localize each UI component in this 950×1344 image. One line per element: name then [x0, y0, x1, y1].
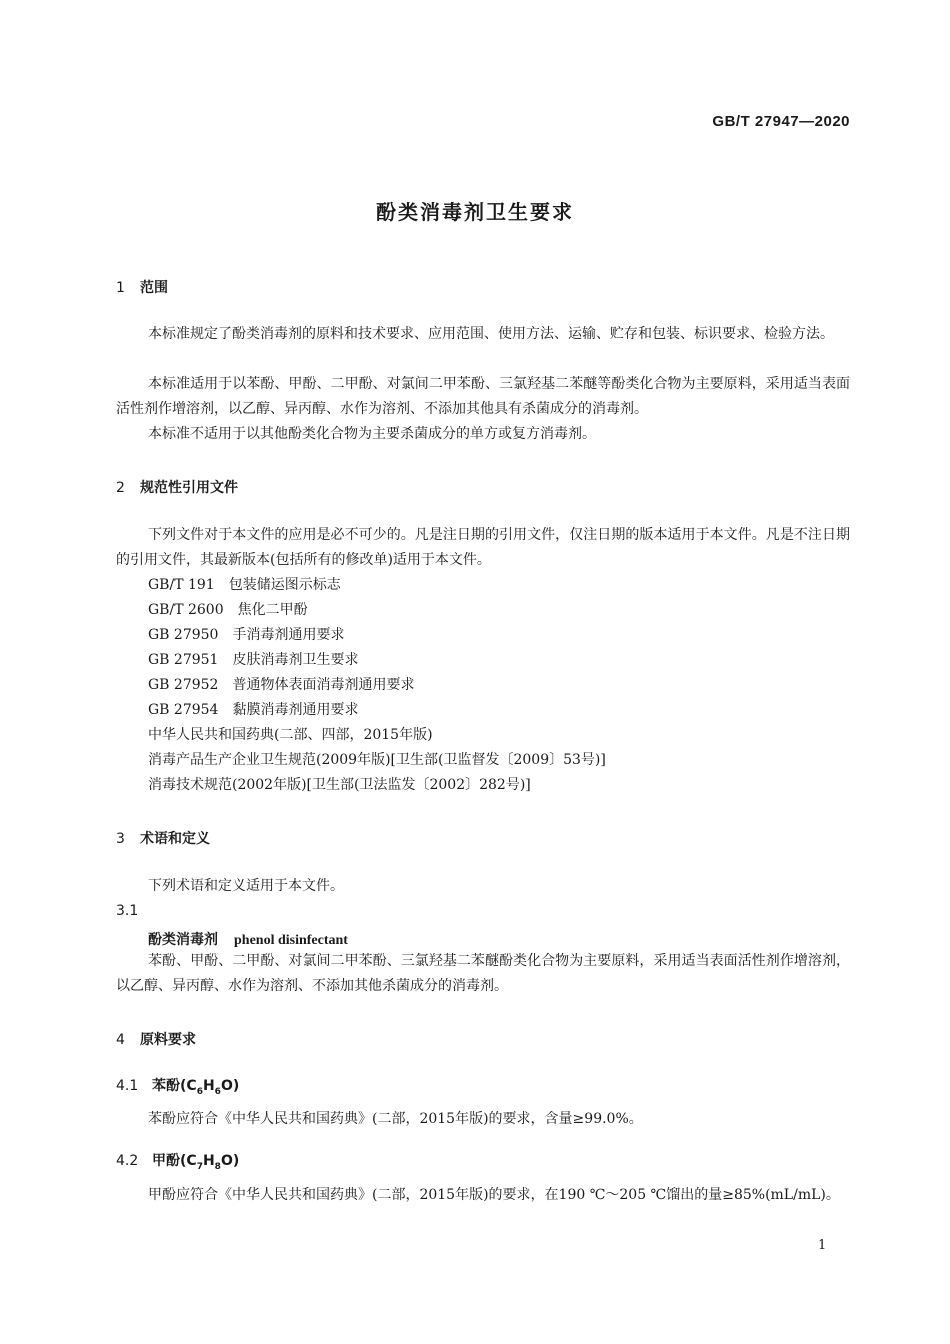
section-title: 原料要求: [140, 1032, 196, 1048]
section-title: 规范性引用文件: [140, 480, 238, 496]
reference-title: 普通物体表面消毒剂通用要求: [232, 677, 415, 693]
formula-prefix: 甲酚(C: [152, 1153, 197, 1169]
section-number: 4.1: [116, 1078, 139, 1094]
terms-intro: 下列术语和定义适用于本文件。: [148, 878, 344, 894]
section-title: 范围: [140, 280, 168, 296]
reference-title: 皮肤消毒剂卫生要求: [232, 652, 359, 668]
formula-subscript: 8: [214, 1161, 221, 1172]
term-name-zh: 酚类消毒剂: [148, 932, 218, 948]
formula-subscript: 7: [196, 1161, 203, 1172]
reference-title: 黏膜消毒剂通用要求: [232, 702, 359, 718]
references-intro: 下列文件对于本文件的应用是必不可少的。凡是注日期的引用文件，仅注日期的版本适用于本文件。凡是不注日期的引用文件，其最新版本(包括所有的修改单)适用于本文件。: [116, 527, 850, 568]
section-3-heading: [116, 828, 210, 848]
scope-paragraph-1: 本标准规定了酚类消毒剂的原料和技术要求、应用范围、使用方法、运输、贮存和包装、标识要求、检验方法。: [148, 326, 834, 342]
page-number: 1: [818, 1238, 827, 1253]
reference-item: [148, 648, 358, 673]
reference-code: GB/T 191: [148, 577, 215, 593]
reference-title: 包装储运图示标志: [228, 577, 341, 593]
scope-paragraph-3: 本标准不适用于以其他酚类化合物为主要杀菌成分的单方或复方消毒剂。: [148, 426, 596, 442]
reference-item: [148, 698, 358, 723]
reference-item: [148, 623, 344, 648]
section-number: 4.2: [116, 1153, 139, 1169]
reference-extra: 中华人民共和国药典(二部、四部，2015年版): [148, 727, 433, 743]
section-number: 4: [116, 1032, 125, 1048]
section-1-heading: [116, 277, 168, 297]
reference-item: [148, 598, 308, 623]
section-2-heading: [116, 477, 238, 497]
section-number: 3: [116, 831, 125, 847]
formula-suffix: O): [220, 1078, 240, 1094]
term-definition: 苯酚、甲酚、二甲酚、对氯间二甲苯酚、三氯羟基二苯醚酚类化合物为主要原料，采用适当表面活性剂作增溶剂，以乙醇、异丙醇、水作为溶剂、不添加其他杀菌成分的消毒剂。: [116, 953, 850, 994]
reference-title: 焦化二甲酚: [237, 602, 308, 618]
section-number: 1: [116, 280, 125, 296]
term-name: [148, 929, 348, 949]
document-title: 酚类消毒剂卫生要求: [376, 200, 574, 224]
section-4-2-heading: [116, 1150, 239, 1172]
section-title: 术语和定义: [140, 831, 210, 847]
reference-code: GB/T 2600: [148, 602, 224, 618]
formula-suffix: O): [220, 1153, 240, 1169]
scope-paragraph-2: 本标准适用于以苯酚、甲酚、二甲酚、对氯间二甲苯酚、三氯羟基二苯醚等酚类化合物为主要原料，采用适当表面活性剂作增溶剂，以乙醇、异丙醇、水作为溶剂、不添加其他具有杀菌成分的消毒剂。: [116, 376, 850, 417]
reference-extra: 消毒技术规范(2002年版)[卫生部(卫法监发〔2002〕282号)]: [148, 777, 531, 793]
term-name-en: phenol disinfectant: [234, 933, 348, 948]
reference-title: 手消毒剂通用要求: [232, 627, 345, 643]
formula-subscript: 6: [196, 1086, 203, 1097]
formula-subscript: 6: [214, 1086, 221, 1097]
reference-item: [148, 673, 414, 698]
section-4-1-heading: [116, 1075, 239, 1097]
cresol-requirement: 甲酚应符合《中华人民共和国药典》(二部，2015年版)的要求，在190 ℃～205 ℃馏出的量≥85%(mL/mL)。: [148, 1187, 840, 1203]
reference-extra: 消毒产品生产企业卫生规范(2009年版)[卫生部(卫监督发〔2009〕53号)]: [148, 752, 606, 768]
reference-code: GB 27954: [148, 702, 219, 718]
term-number: 3.1: [116, 903, 139, 919]
reference-code: GB 27952: [148, 677, 219, 693]
reference-code: GB 27951: [148, 652, 219, 668]
formula-prefix: 苯酚(C: [152, 1078, 197, 1094]
reference-item: [148, 573, 341, 598]
phenol-requirement: 苯酚应符合《中华人民共和国药典》(二部，2015年版)的要求，含量≥99.0%。: [148, 1111, 643, 1127]
section-number: 2: [116, 480, 125, 496]
formula-element: H: [202, 1153, 215, 1169]
standard-code: GB/T 27947—2020: [712, 113, 850, 130]
section-4-heading: [116, 1029, 196, 1049]
reference-code: GB 27950: [148, 627, 219, 643]
formula-element: H: [202, 1078, 215, 1094]
